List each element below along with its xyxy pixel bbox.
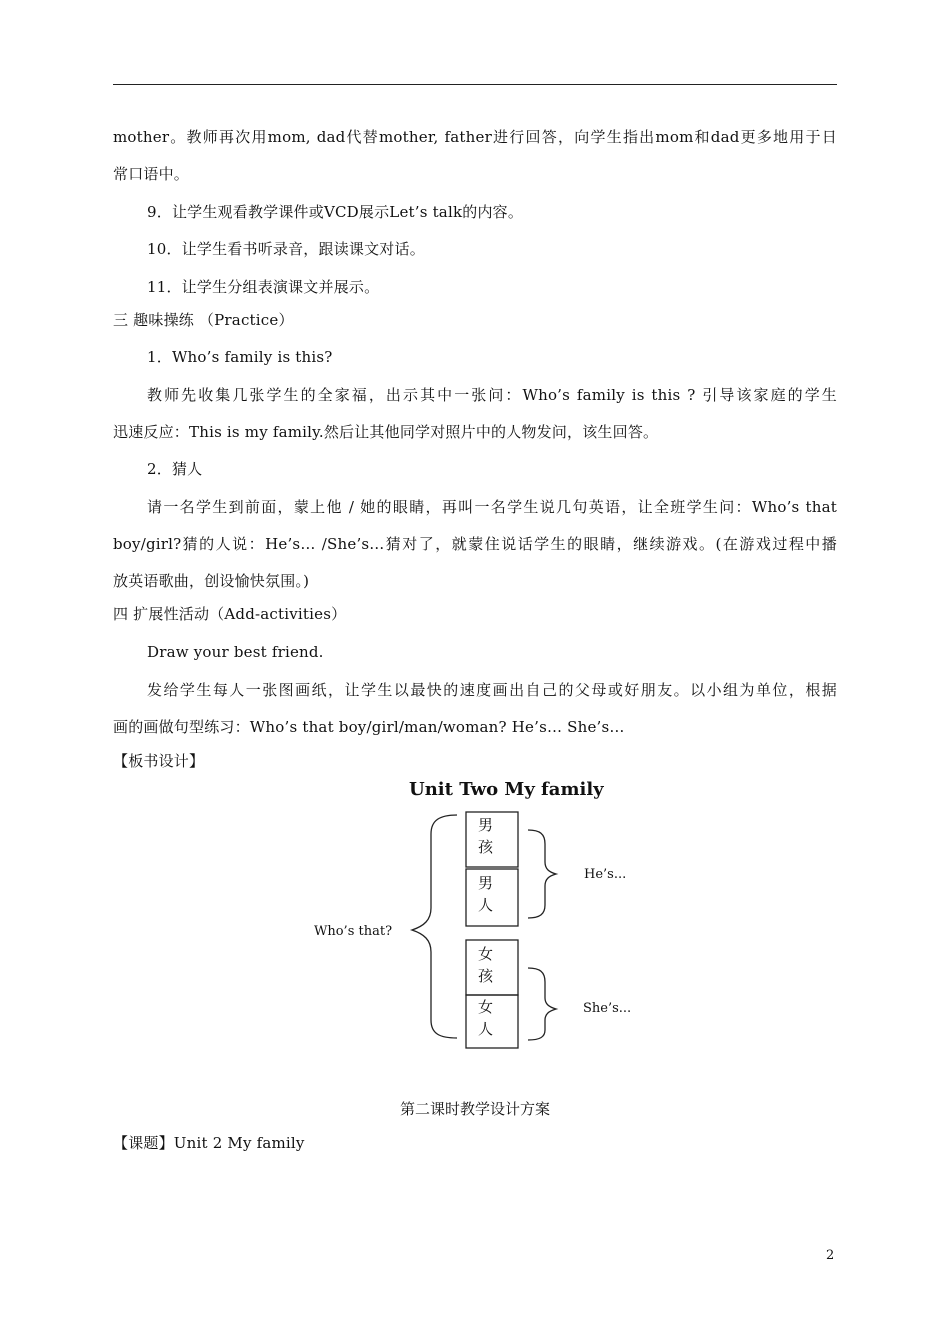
box-char: 女 — [478, 945, 494, 963]
paragraph-line: 发给学生每人一张图画纸，让学生以最快的速度画出自己的父母或好朋友。以小组为单位，根据 — [147, 681, 837, 699]
box-char: 男 — [478, 816, 494, 834]
right-brace-he — [528, 830, 556, 918]
box-char: 孩 — [478, 967, 494, 985]
box-char: 男 — [478, 874, 494, 892]
step-9: 9．让学生观看教学课件或VCD展示Let’s talk的内容。 — [147, 203, 524, 221]
paragraph-line: mother。教师再次用mom, dad代替mother, father进行回答，向学生指出mom和dad更多地用于日 — [113, 128, 837, 146]
box-char: 人 — [478, 896, 494, 914]
paragraph-line: boy/girl?猜的人说：He’s… /She’s…猜对了，就蒙住说话学生的眼睛，继续游戏。(在游戏过程中播 — [113, 535, 837, 553]
lesson-caption: 第二课时教学设计方案 — [399, 1100, 550, 1118]
diagram-title: Unit Two My family — [409, 779, 604, 800]
right-brace-she — [528, 968, 556, 1040]
paragraph-line: 教师先收集几张学生的全家福，出示其中一张问：Who’s family is this ? 引导该家庭的学生 — [147, 386, 837, 404]
paragraph-line: 请一名学生到前面，蒙上他 / 她的眼睛，再叫一名学生说几句英语，让全班学生问：Who’s that — [147, 498, 837, 516]
page-number: 2 — [826, 1248, 835, 1263]
activity-heading: 2．猜人 — [147, 460, 203, 478]
topic-line: 【课题】Unit 2 My family — [113, 1134, 305, 1152]
board-diagram — [300, 772, 660, 1062]
header-rule — [113, 84, 837, 85]
paragraph-line: 画的画做句型练习：Who’s that boy/girl/man/woman? He’s… She’s… — [113, 718, 625, 736]
box-char: 女 — [478, 998, 494, 1016]
paragraph-line: 迅速反应：This is my family.然后让其他同学对照片中的人物发问，该生回答。 — [113, 423, 659, 441]
question-label: Who’s that? — [314, 924, 393, 939]
section-heading-extension: 四 扩展性活动（Add-activities） — [113, 605, 347, 623]
paragraph-line: 放英语歌曲，创设愉快氛围。) — [113, 572, 310, 590]
she-label: She’s... — [583, 1001, 632, 1016]
board-design-heading: 【板书设计】 — [113, 752, 205, 770]
activity-heading: 1．Who’s family is this? — [147, 348, 333, 366]
step-10: 10．让学生看书听录音，跟读课文对话。 — [147, 240, 425, 258]
activity-heading: Draw your best friend. — [147, 643, 324, 661]
section-heading-practice: 三 趣味操练 （Practice） — [113, 311, 294, 329]
box-char: 人 — [478, 1020, 494, 1038]
left-brace — [412, 815, 457, 1038]
he-label: He’s... — [584, 867, 627, 882]
box-char: 孩 — [478, 838, 494, 856]
step-11: 11．让学生分组表演课文并展示。 — [147, 278, 380, 296]
paragraph-line: 常口语中。 — [113, 165, 190, 183]
